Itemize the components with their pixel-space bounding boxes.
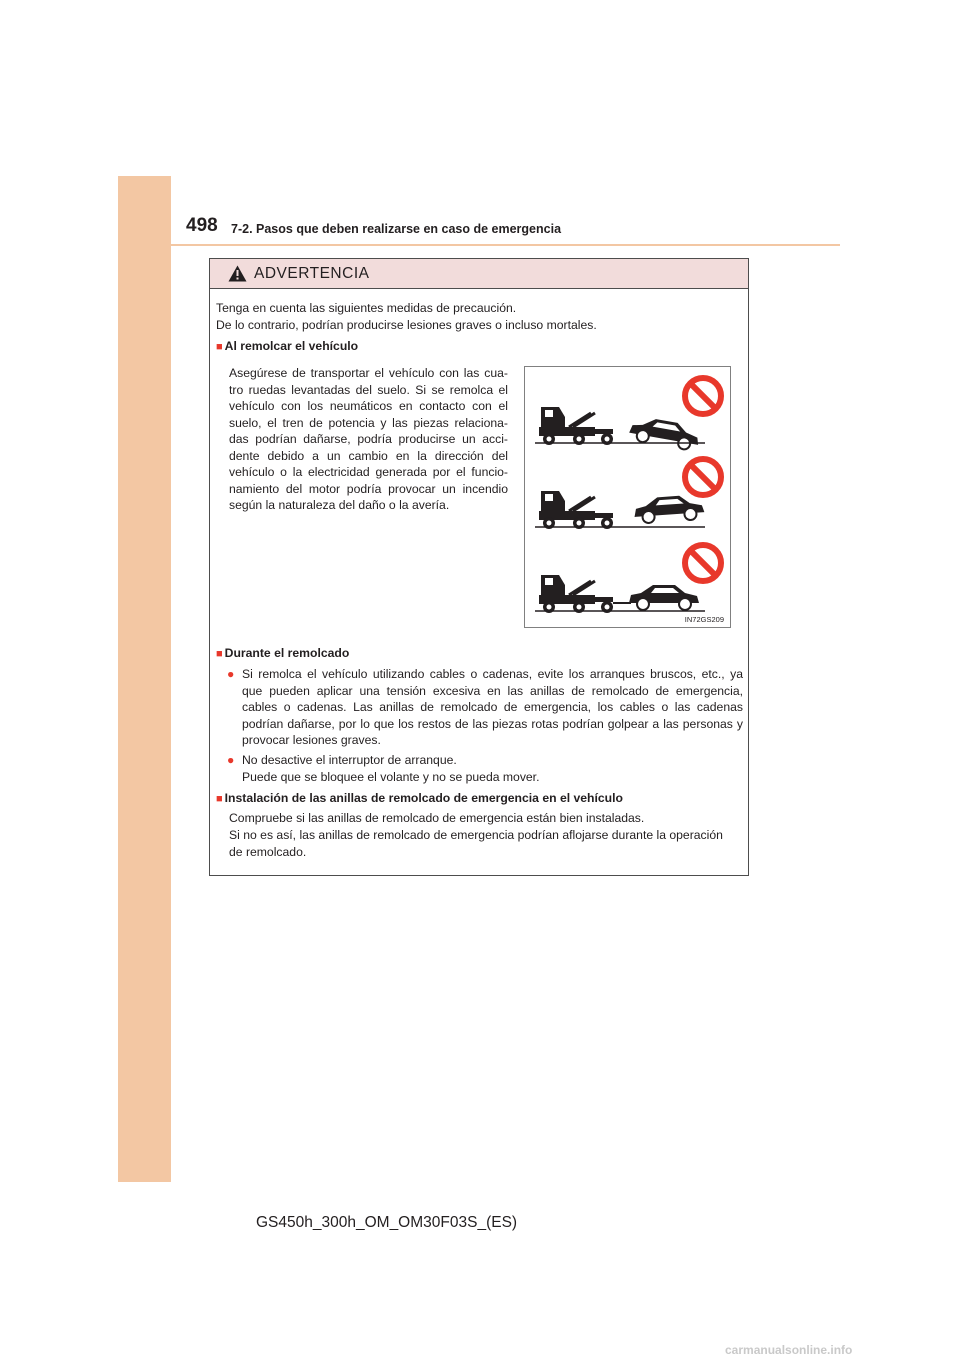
document-code: GS450h_300h_OM_OM30F03S_(ES) (256, 1214, 518, 1231)
paragraph-line: Si remolca el vehículo utilizando cables o cadenas, evite los arranques bruscos, etc., ya (242, 667, 743, 681)
figure-code: IN72GS209 (684, 615, 724, 624)
warning-title: ADVERTENCIA (254, 265, 370, 282)
square-bullet-icon: ■ (216, 341, 223, 353)
round-bullet-icon: ● (227, 667, 235, 681)
section-title: 7-2. Pasos que deben realizarse en caso de emergencia (231, 222, 562, 236)
bullet-paragraph-cables (242, 666, 743, 749)
paragraph-line: Asegúrese de transportar el vehículo con las cua- (229, 366, 508, 380)
section-heading-text: Al remolcar el vehículo (224, 339, 359, 353)
body-line: de remolcado. (229, 845, 307, 859)
square-bullet-icon: ■ (216, 793, 223, 805)
section-heading-text: Durante el remolcado (224, 646, 350, 660)
paragraph-line: vehículo con los neumáticos en contacto con el (229, 399, 508, 413)
body-line: Si no es así, las anillas de remolcado de emergencia podrían aflojarse durante la operación (229, 828, 723, 842)
round-bullet-icon: ● (227, 753, 235, 767)
warning-triangle-icon (228, 265, 247, 282)
paragraph-line: dente debido a un cambio en la dirección del (229, 448, 508, 463)
paragraph-line: namiento del motor podría provocar un incendio (229, 481, 508, 496)
paragraph-line: según la naturaleza del daño o la avería. (229, 498, 450, 512)
body-line: Compruebe si las anillas de remolcado de emergencia están bien instaladas. (229, 811, 645, 825)
section-heading-towing (216, 338, 358, 356)
paragraph-line: suelo, el tren de potencia y las piezas relaciona- (229, 415, 508, 430)
side-color-band (118, 176, 171, 1182)
paragraph-line: que pueden aplicar una tensión excesiva en las anillas de remolcado de emergencia, (242, 683, 743, 698)
section-heading-tow-rings (216, 790, 623, 808)
paragraph-line: tro ruedas levantadas del suelo. Si se remolca el (229, 382, 508, 397)
warning-intro-2: De lo contrario, podrían producirse lesiones graves o incluso mortales. (216, 318, 597, 332)
watermark: carmanualsonline.info (725, 1343, 853, 1357)
paragraph-line: podrían dañarse, por lo que los restos de las piezas rotas podrían golpear a las personas y (242, 716, 743, 731)
paragraph-line: provocar lesiones graves. (242, 733, 381, 747)
paragraph-line: cables o cadenas. Las anillas de remolcado de emergencia, los cables o las cadenas (242, 700, 743, 714)
towing-illustration (524, 366, 731, 628)
section-heading-text: Instalación de las anillas de remolcado de emergencia en el vehículo (224, 791, 623, 805)
bullet-line: Puede que se bloquee el volante y no se pueda mover. (242, 770, 540, 784)
section-heading-during-towing (216, 645, 349, 663)
warning-header (210, 259, 748, 289)
square-bullet-icon: ■ (216, 648, 223, 660)
towing-paragraph (229, 365, 508, 514)
header-rule (171, 244, 840, 246)
paragraph-line: das podrían dañarse, podría producirse un acci- (229, 432, 508, 446)
towing-diagram (525, 367, 730, 627)
warning-intro-1: Tenga en cuenta las siguientes medidas de precaución. (216, 301, 517, 315)
page-number: 498 (186, 215, 218, 236)
paragraph-line: vehículo o la electricidad generada por el funcio- (229, 465, 508, 479)
bullet-line: No desactive el interruptor de arranque. (242, 753, 457, 767)
